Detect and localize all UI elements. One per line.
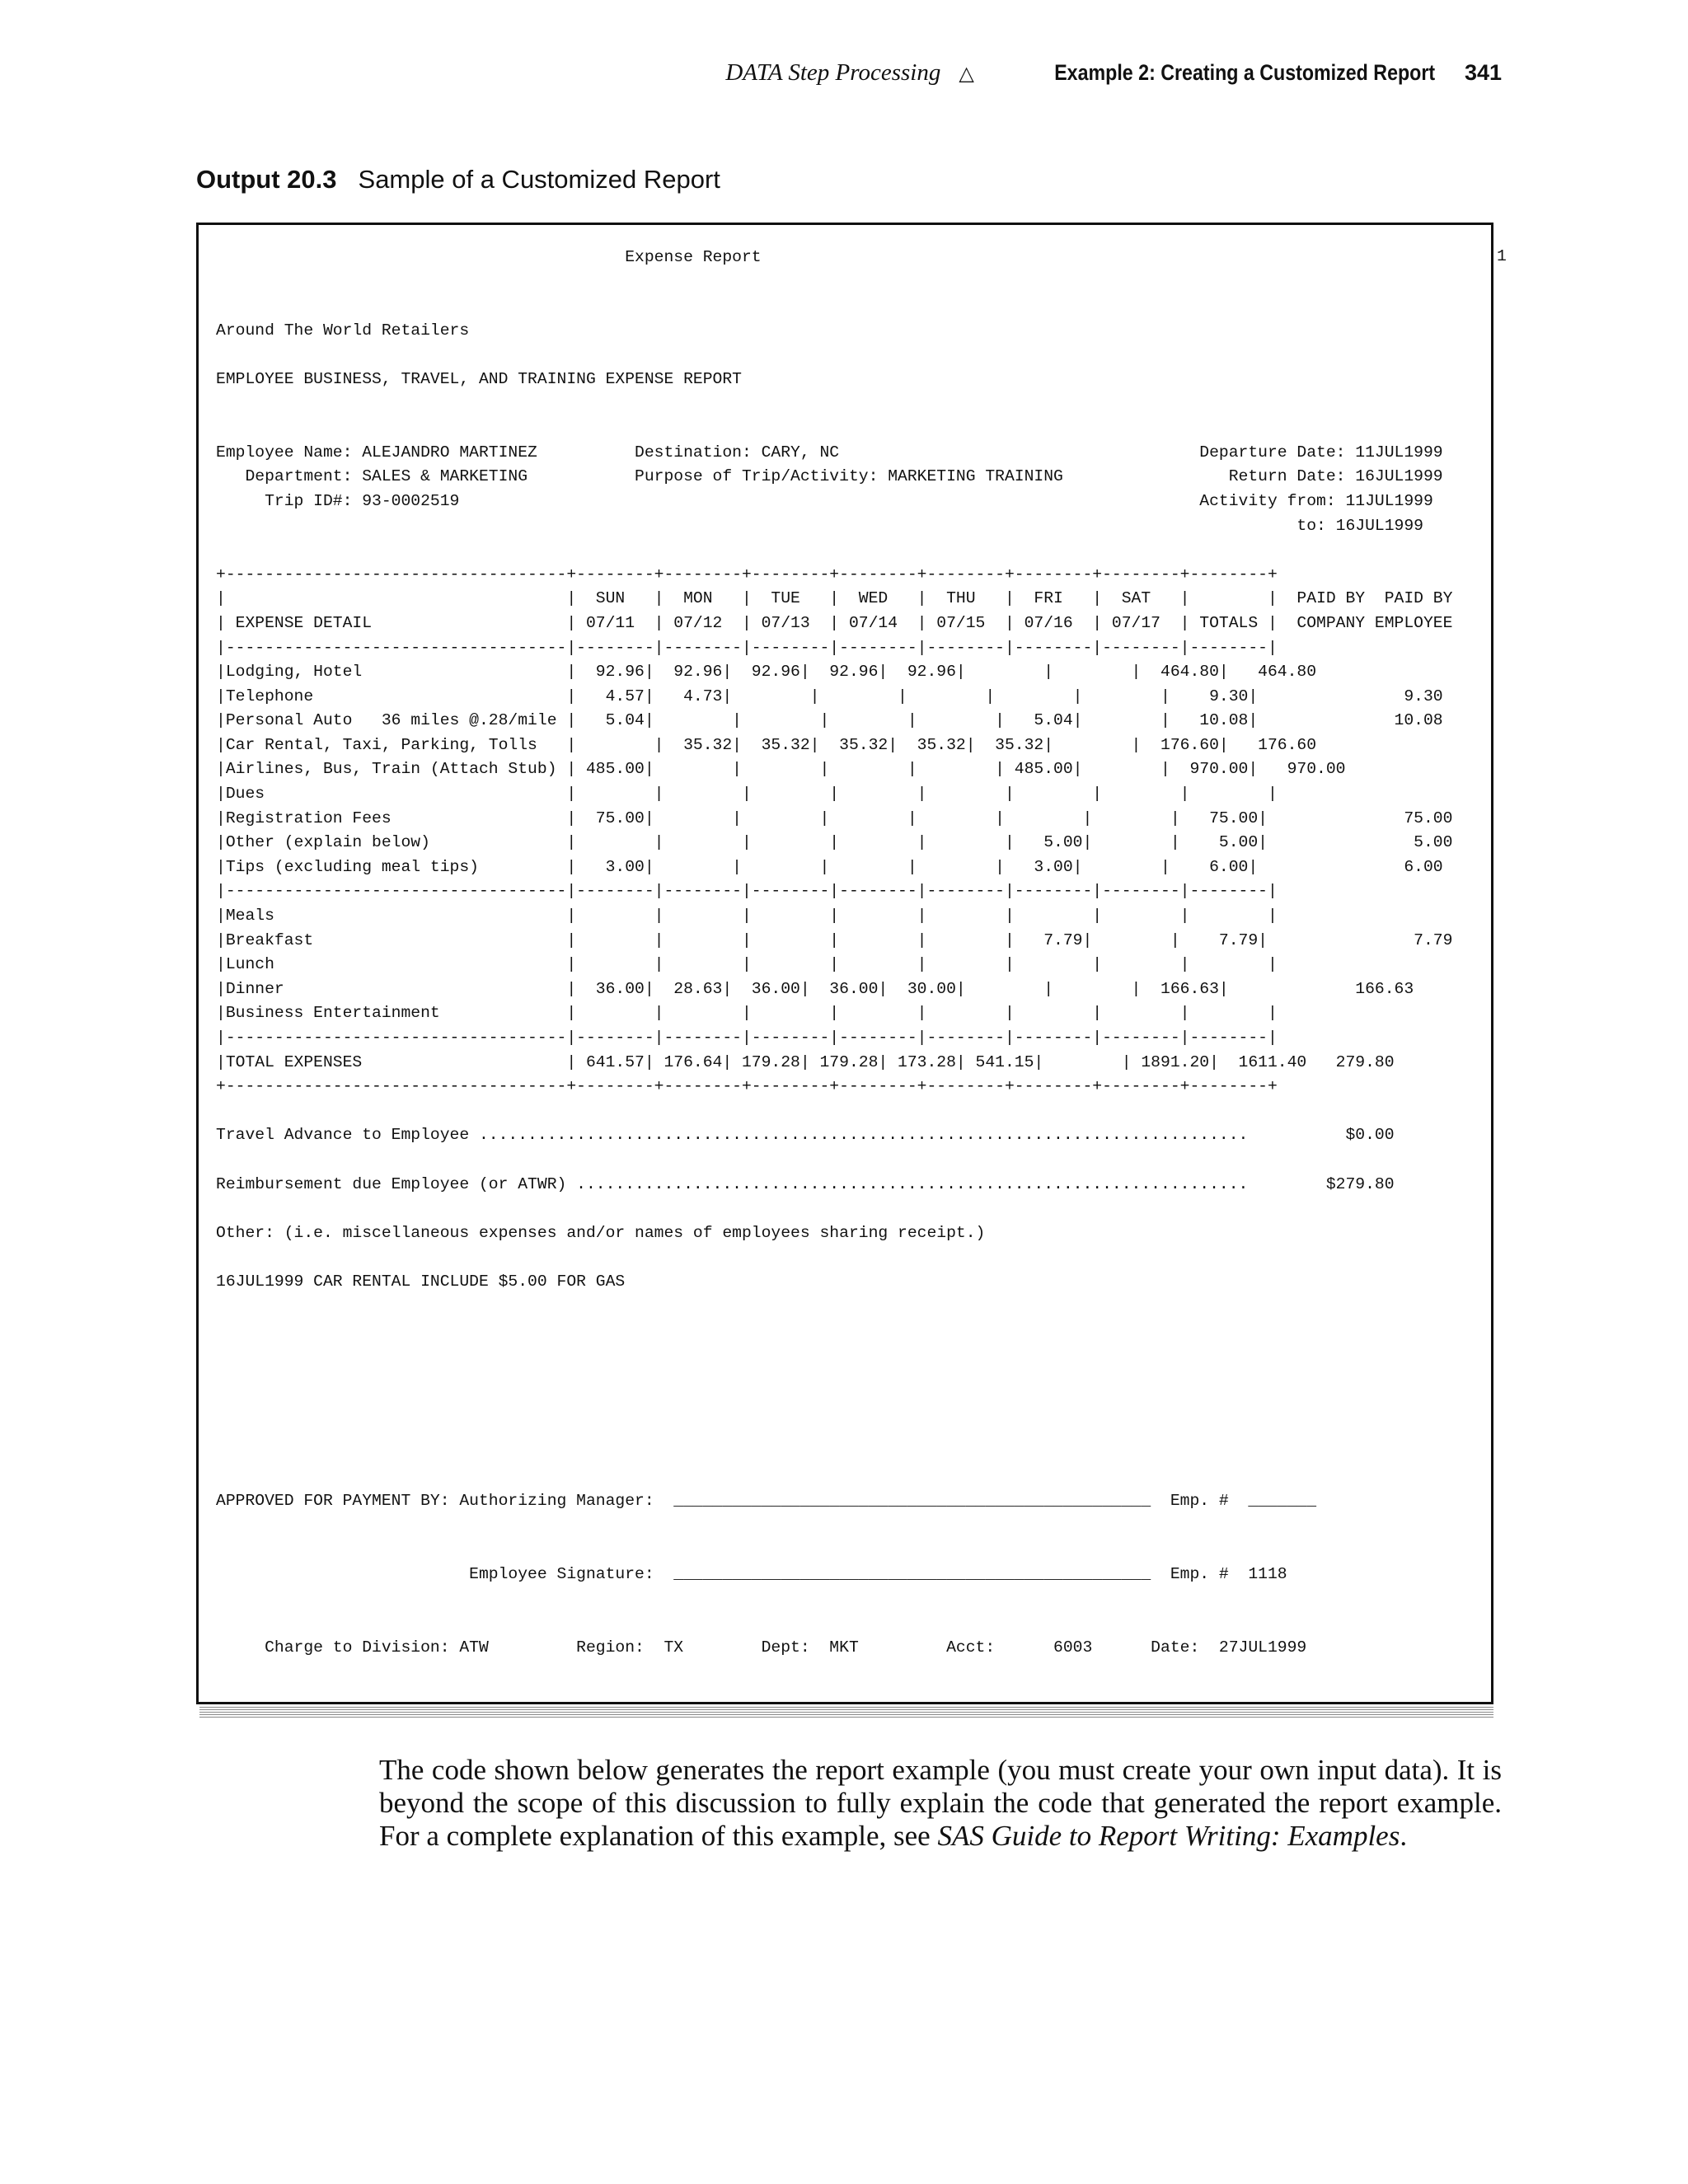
output-page-number: 1 xyxy=(1497,247,1507,265)
paragraph-end: . xyxy=(1400,1820,1408,1852)
paragraph-text: The code shown below generates the report example (you must create your own input data). It is beyond the scope of this discussion to fully explain the code that generated the report example. For a complete explanation of this example, see xyxy=(379,1754,1502,1852)
body-paragraph xyxy=(379,1754,1502,1853)
report-frame-shadow xyxy=(199,1707,1493,1718)
page-number: 341 xyxy=(1464,60,1502,85)
output-number: Output 20.3 xyxy=(196,165,337,194)
triangle-icon: △ xyxy=(959,63,974,85)
book-title: SAS Guide to Report Writing: Examples xyxy=(937,1820,1400,1852)
example-title: Example 2: Creating a Customized Report xyxy=(1054,60,1435,85)
output-description: Sample of a Customized Report xyxy=(358,165,720,194)
output-caption xyxy=(196,165,720,194)
section-title: DATA Step Processing xyxy=(725,59,941,86)
expense-report-listing: Expense Report Around The World Retailers EMPLOYEE BUSINESS, TRAVEL, AND TRAINING EXPENSE REPORT Employee Name: ALEJANDRO MARTINEZ Destination: CARY, NC Departure Date: 11JUL1999 Department: SALES & MARKETING Purpose of Trip/Activity: MARKETING TRAINING Return Date: 16JUL1999 Trip ID#: 93-0002519 Activity from: 11JUL1999 to: 16JUL1999 +-----------------------------------+--------+--------+--------+--------+--------+--------+--------+--------+ | | SUN | MON | TUE | WED | THU | FRI | SAT | | PAID BY PAID BY | EXPENSE DETAIL | 07/11 | 07/12 | 07/13 | 07/14 | 07/15 | 07/16 | 07/17 | TOTALS | COMPANY EMPLOYEE |-----------------------------------|--------|--------|--------|--------|--------|--------|--------|--------| |Lodging, Hotel | 92.96| 92.96| 92.96| 92.96| 92.96| | | 464.80| 464.80 |Telephone | 4.57| 4.73| | | | | | 9.30| 9.30 |Personal Auto 36 miles @.28/mile | 5.04| | | | | 5.04| | 10.08| 10.08 |Car Rental, Taxi, Parking, Tolls | | 35.32| 35.32| 35.32| 35.32| 35.32| | 176.60| 176.60 |Airlines, Bus, Train (Attach Stub) | 485.00| | | | | 485.00| | 970.00| 970.00 |Dues | | | | | | | | | |Registration Fees | 75.00| | | | | | | 75.00| 75.00 |Other (explain below) | | | | | | 5.00| | 5.00| 5.00 |Tips (excluding meal tips) | 3.00| | | | | 3.00| | 6.00| 6.00 |-----------------------------------|--------|--------|--------|--------|--------|--------|--------|--------| |Meals | | | | | | | | | |Breakfast | | | | | | 7.79| | 7.79| 7.79 |Lunch | | | | | | | | | |Dinner | 36.00| 28.63| 36.00| 36.00| 30.00| | | 166.63| 166.63 |Business Entertainment | | | | | | | | | |-----------------------------------|--------|--------|--------|--------|--------|--------|--------|--------| |TOTAL EXPENSES | 641.57| 176.64| 179.28| 179.28| 173.28| 541.15| | 1891.20| 1611.40 279.80 +-----------------------------------+--------+--------+--------+--------+--------+--------+--------+--------+ Travel Advance to Employee ............................................................................... $0.00 Reimbursement due Employee (or ATWR) ..................................................................... $279.80 Other: (i.e. miscellaneous expenses and/or names of employees sharing receipt.) 16JUL1999 CAR RENTAL INCLUDE $5.00 FOR GAS APPROVED FOR PAYMENT BY: Authorizing Manager: _________________________________________________ Emp. # _______ Employee Signature: _________________________________________________ Emp. # 1118 Charge to Division: ATW Region: TX Dept: MKT Acct: 6003 Date: 27JUL1999 xyxy=(216,248,1453,1657)
running-head xyxy=(0,59,1502,87)
